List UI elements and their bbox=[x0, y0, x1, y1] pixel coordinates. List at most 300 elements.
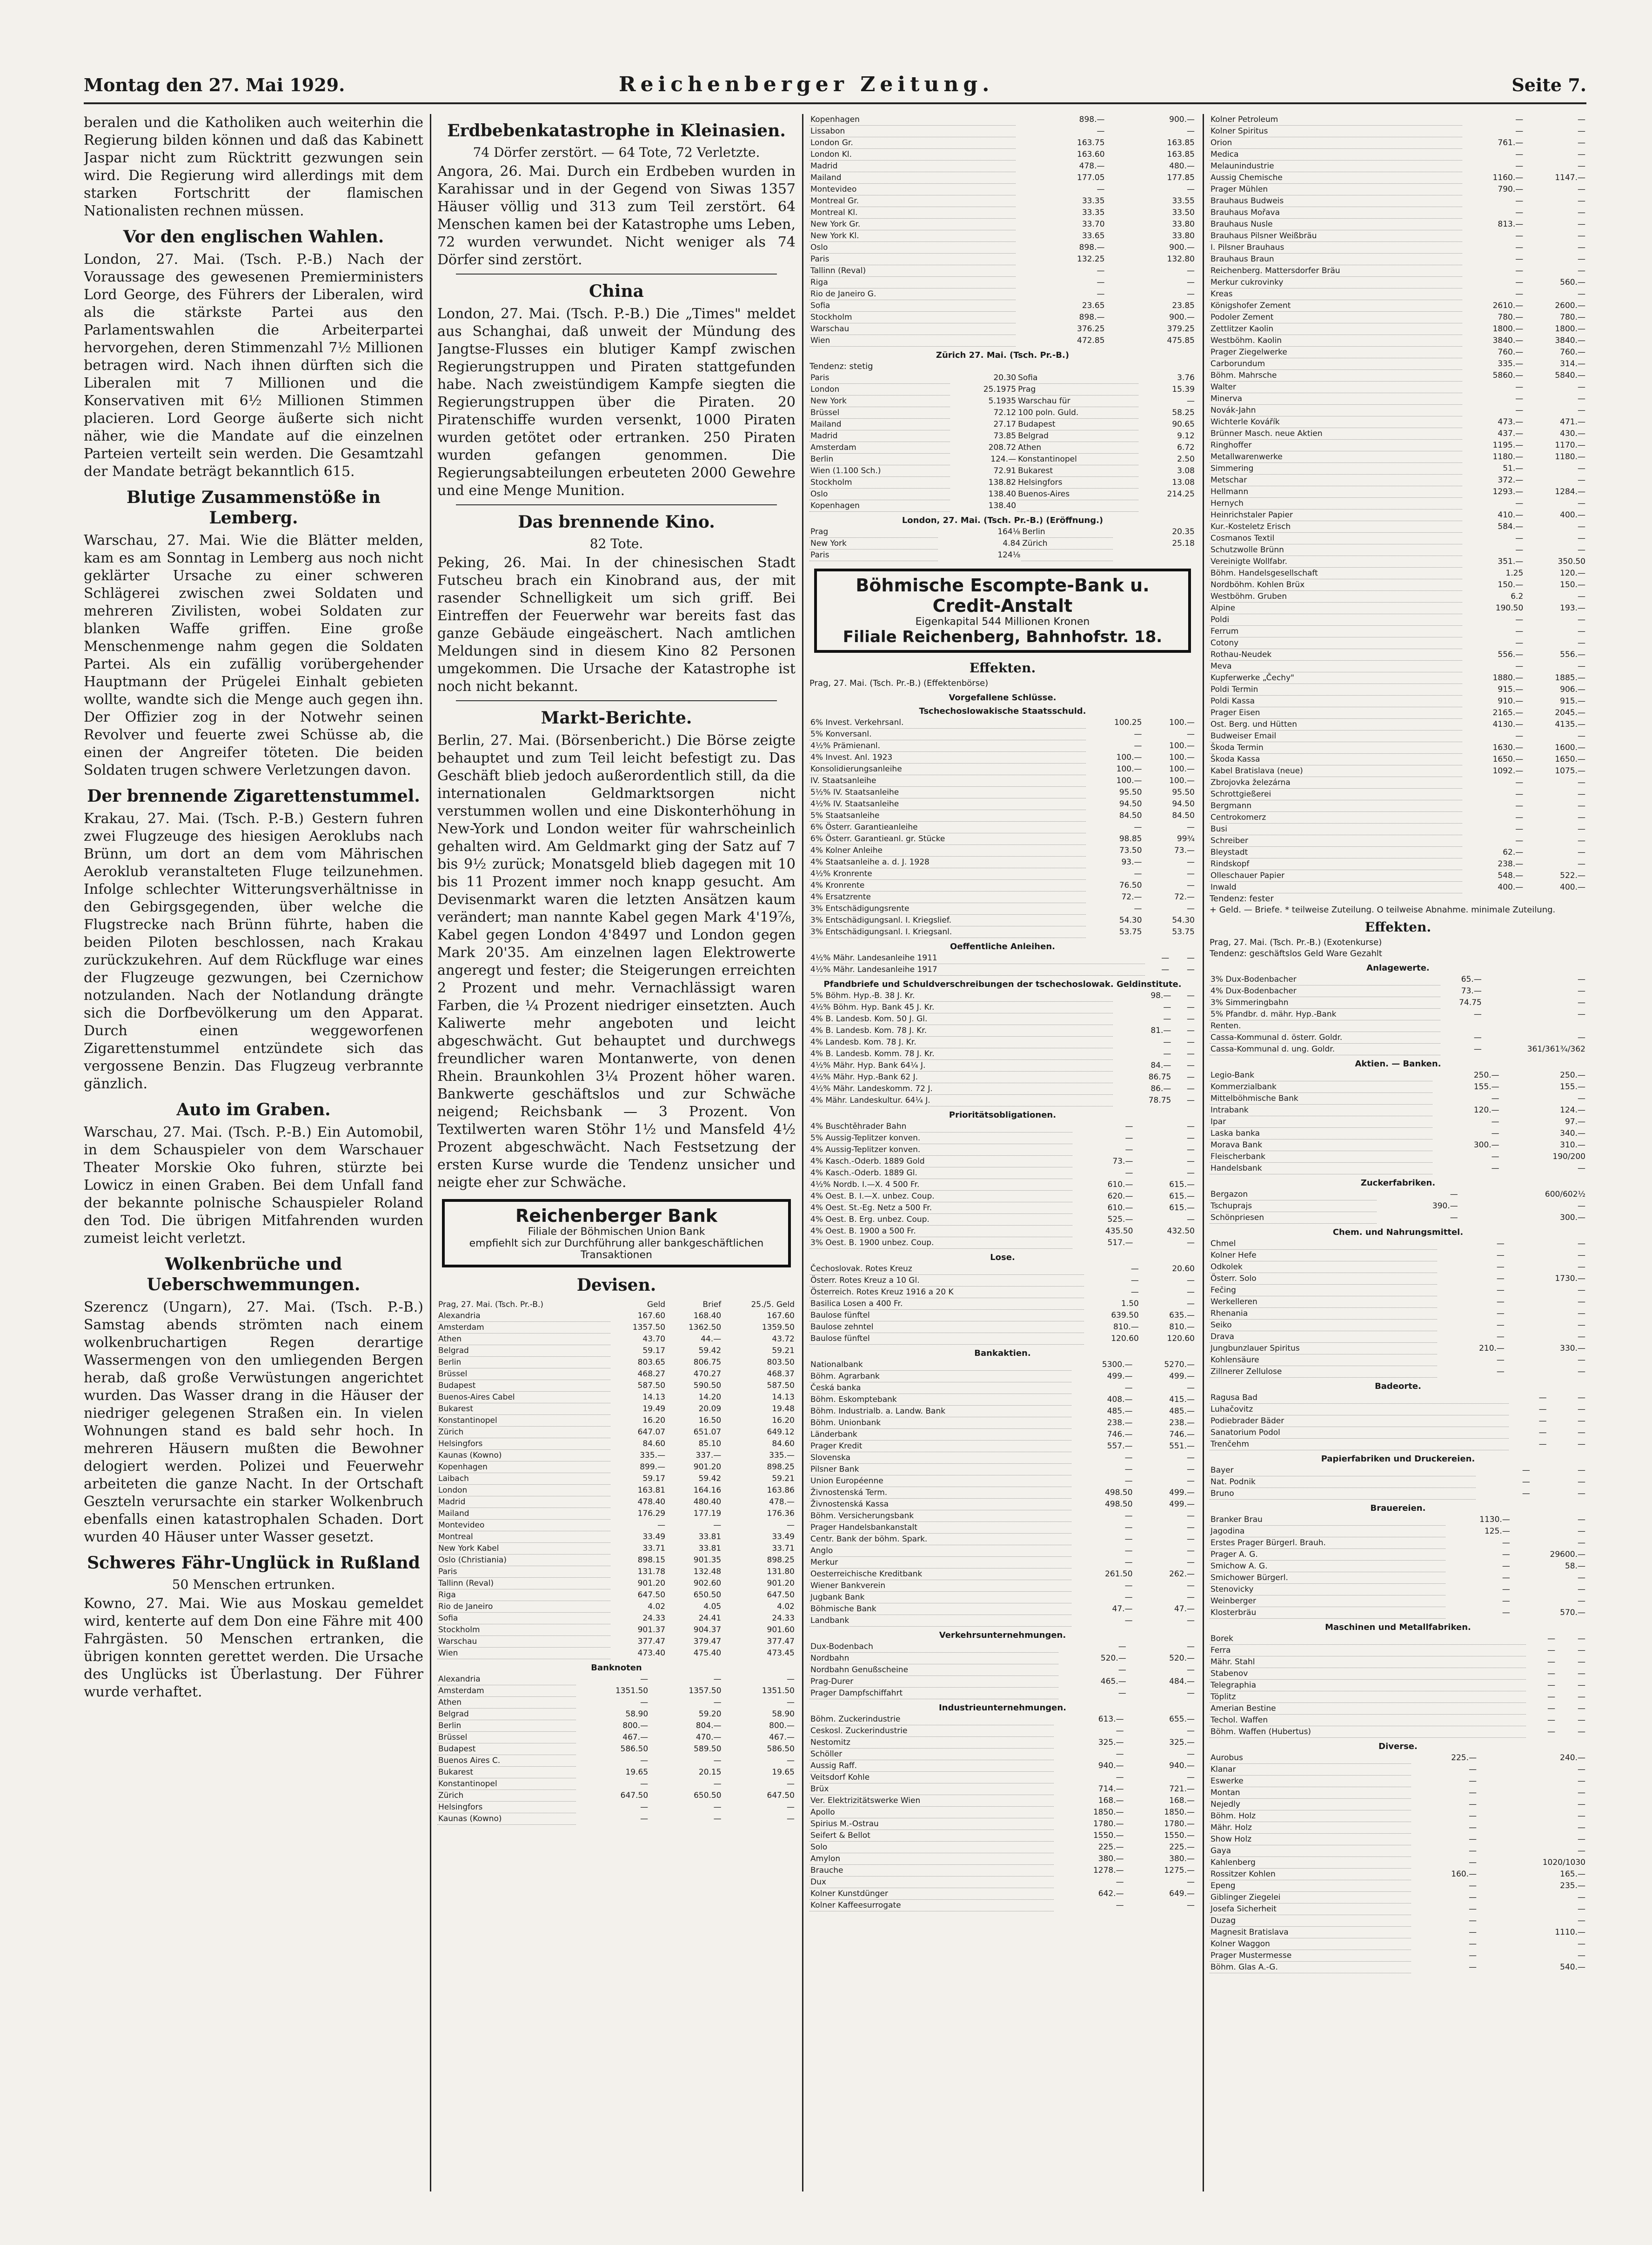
verkehr-table bbox=[809, 1641, 1196, 1699]
security-name: Böhm. Mahrsche bbox=[1210, 370, 1462, 382]
table-row bbox=[1210, 777, 1586, 789]
table-row bbox=[809, 1783, 1196, 1795]
table-row bbox=[1210, 533, 1586, 544]
price-cell: — bbox=[1578, 115, 1585, 125]
table-row bbox=[809, 857, 1196, 868]
security-name: Medica bbox=[1210, 149, 1462, 161]
security-name: 5% Pfandbr. d. mähr. Hyp.-Bank bbox=[1210, 1009, 1440, 1020]
headline-auto: Auto im Graben. bbox=[176, 1100, 331, 1119]
table-row bbox=[809, 1876, 1196, 1888]
price-cell: — bbox=[1469, 1776, 1477, 1786]
masch-title: Maschinen und Metallfabriken. bbox=[1325, 1622, 1471, 1632]
price-cell: 1650.— bbox=[1492, 755, 1524, 764]
table-row bbox=[1210, 195, 1586, 207]
security-name: 3% Entschädigungsanl. I. Kriegsanl. bbox=[809, 926, 1086, 938]
table-row bbox=[809, 1406, 1196, 1417]
price-cell: — bbox=[1515, 836, 1524, 845]
security-name: Belgrad bbox=[437, 1709, 576, 1720]
price-cell: 478.40 bbox=[637, 1497, 666, 1507]
table-row bbox=[809, 1568, 1196, 1580]
issue-date: Montag den 27. Mai 1929. bbox=[84, 74, 345, 95]
table-row bbox=[1210, 1726, 1586, 1738]
price-cell: 138.40 bbox=[988, 501, 1017, 510]
price-cell: 335.— bbox=[769, 1451, 795, 1460]
price-cell: 160.— bbox=[1451, 1870, 1477, 1879]
price-cell: — bbox=[1515, 382, 1524, 392]
price-cell: — bbox=[713, 1814, 722, 1823]
security-name: 4% Kasch.-Oderb. 1889 Gold bbox=[809, 1156, 1072, 1167]
table-row bbox=[809, 1310, 1196, 1321]
table-row bbox=[1210, 649, 1586, 661]
table-row bbox=[809, 1615, 1196, 1627]
price-cell: — bbox=[1187, 1122, 1195, 1132]
price-cell: — bbox=[1116, 1773, 1124, 1782]
price-cell: — bbox=[1496, 1274, 1505, 1283]
price-cell: 4.02 bbox=[777, 1602, 795, 1611]
price-cell: 86.75 bbox=[1148, 1072, 1171, 1082]
table-row bbox=[809, 1653, 1196, 1664]
price-cell: 900.— bbox=[1169, 115, 1195, 125]
table-row bbox=[1210, 1465, 1586, 1476]
price-cell: — bbox=[1578, 185, 1585, 194]
security-name: Merkur bbox=[809, 1557, 1071, 1568]
price-cell: 468.37 bbox=[767, 1369, 795, 1379]
security-name: Čechoslovak. Rotes Kreuz bbox=[809, 1263, 1084, 1275]
security-name: Kaunas (Kowno) bbox=[437, 1450, 610, 1461]
price-cell: 478.— bbox=[769, 1497, 795, 1507]
price-cell: — bbox=[1547, 1646, 1556, 1655]
table-row bbox=[1210, 1366, 1586, 1378]
table-row bbox=[809, 1676, 1196, 1688]
article-wolken: Szerencz (Ungarn), 27. Mai. (Tsch. P.-B.) Samstag abends strömten nach einem wolkenbruchartigen Regen derartige Wassermengen von den umliegenden Bergen herab, daß große Verwüstungen angerichtet wurden. Das Wasser drang in die Häuser der niedriger gelegenen Straßen ein. In vielen Wohnungen stand es bald sehr hoch. In mehreren Häusern mußten die Bewohner delogiert werden. Polizei und Feuerwehr arbeiteten die ganze Nacht. In der Ortschaft Geszteln verursachte ein starker Wolkenbruch ebenfalls einen katastrophalen Schaden. Dort wurden 40 Häuser unter Wasser gesetzt. bbox=[84, 1299, 423, 1545]
price-cell: — bbox=[1187, 1145, 1195, 1154]
security-name: Böhm. Glas A.-G. bbox=[1210, 1962, 1411, 1973]
security-name: Nordbahn bbox=[809, 1653, 1058, 1664]
price-cell: — bbox=[1578, 1262, 1585, 1272]
security-name: Königshofer Zement bbox=[1210, 300, 1462, 312]
price-cell: 51.— bbox=[1503, 464, 1524, 473]
price-cell: Buenos-Aires bbox=[1017, 489, 1138, 500]
table-row bbox=[437, 1802, 796, 1813]
price-cell: 72.12 bbox=[993, 408, 1017, 417]
price-cell: — bbox=[1578, 1332, 1585, 1341]
security-name: Wiener Bankverein bbox=[809, 1580, 1071, 1592]
price-cell: 615.— bbox=[1169, 1203, 1195, 1213]
price-cell: — bbox=[1578, 1634, 1585, 1644]
price-cell: — bbox=[713, 1675, 722, 1684]
page-number: Seite 7. bbox=[1512, 74, 1586, 95]
table-row bbox=[437, 1613, 796, 1624]
price-cell: — bbox=[1578, 824, 1585, 834]
price-cell: — bbox=[1515, 406, 1524, 415]
security-name: Prager Kredit bbox=[809, 1441, 1071, 1452]
security-name: Böhm. Holz bbox=[1210, 1810, 1411, 1822]
price-cell: — bbox=[1578, 243, 1585, 252]
security-name: Melaunindustrie bbox=[1210, 161, 1462, 172]
price-cell: — bbox=[1578, 859, 1585, 869]
price-cell: 165.— bbox=[1560, 1870, 1585, 1879]
price-cell: 470.27 bbox=[693, 1369, 722, 1379]
security-name: Wien bbox=[437, 1648, 610, 1659]
price-cell: 240.— bbox=[1560, 1753, 1585, 1763]
security-name: Mittelböhmische Bank bbox=[1210, 1093, 1432, 1105]
price-cell: 168.— bbox=[1098, 1796, 1124, 1805]
price-cell: 14.13 bbox=[772, 1393, 795, 1402]
price-cell: 100.— bbox=[1116, 776, 1142, 785]
security-name: Busi bbox=[1210, 824, 1462, 835]
table-row bbox=[809, 1475, 1196, 1487]
price-cell: 314.— bbox=[1560, 359, 1585, 369]
price-cell: 1.50 bbox=[1121, 1299, 1139, 1308]
price-cell: — bbox=[1578, 1538, 1585, 1548]
price-cell: — bbox=[1496, 1367, 1505, 1376]
price-cell: — bbox=[1547, 1727, 1556, 1736]
price-cell: — bbox=[1515, 627, 1524, 636]
price-cell: 73.— bbox=[1112, 1157, 1133, 1166]
price-cell: 647.50 bbox=[620, 1791, 649, 1800]
table-row bbox=[1210, 1927, 1586, 1938]
security-name: Kolner Kaffeesurrogate bbox=[809, 1900, 1054, 1911]
table-row bbox=[1210, 451, 1586, 463]
price-cell: 238.— bbox=[1498, 859, 1524, 869]
security-name: Hernych bbox=[1210, 498, 1462, 509]
bade-title: Badeorte. bbox=[1375, 1381, 1421, 1391]
security-name: 4½% Mähr. Hyp. Bank 64¼ J. bbox=[809, 1060, 1113, 1072]
security-name: Montan bbox=[1210, 1787, 1411, 1799]
price-cell: — bbox=[1578, 1657, 1585, 1667]
price-cell: — bbox=[1578, 1320, 1585, 1330]
price-cell: 58.90 bbox=[625, 1709, 649, 1719]
price-cell: — bbox=[1187, 1026, 1195, 1035]
table-row bbox=[1210, 568, 1586, 579]
security-name: Bergazon bbox=[1210, 1189, 1377, 1200]
price-cell: — bbox=[1502, 1596, 1510, 1606]
price-cell: 898.— bbox=[1079, 243, 1105, 252]
price-cell: 1278.— bbox=[1093, 1866, 1124, 1875]
price-cell: — bbox=[1578, 1823, 1585, 1832]
price-cell: 1357.50 bbox=[689, 1686, 722, 1695]
table-row bbox=[1210, 335, 1586, 347]
price-cell: 65.— bbox=[1461, 975, 1482, 985]
security-name: 4½% Mähr. Hyp.-Bank 62 J. bbox=[809, 1072, 1113, 1083]
security-name: Renten. bbox=[1210, 1020, 1440, 1032]
security-name: 6% Österr. Garantieanl. gr. Stücke bbox=[809, 833, 1086, 845]
price-cell: — bbox=[787, 1814, 795, 1823]
price-cell: 499.— bbox=[1169, 1372, 1195, 1381]
security-name: Konsolidierungsanleihe bbox=[809, 764, 1086, 775]
article-markt: Berlin, 27. Mai. (Börsenbericht.) Die Börse zeigte behauptet und zum Teil leicht befestigt zu. Das Geschäft blieb jedoch außerordentlich still, da die internationalen Geldmarktsorgen nicht verstummen wollen und eine Diskonterhöhung in New-York und London weiter für wahrscheinlich gehalten wird. Am Geldmarkt ging der Satz auf 7 bis 9½ zurück; Monatsgeld blieb dagegen mit 10 bis 11 Prozent immer noch knapp gesucht. Am Devisenmarkt waren die letzten Ansätzen kaum verändert; man nannte Kabel gegen Mark 4'19⅞, Kabel gegen London 4'8497 und London gegen Mark 20'35. Am einzelnen lagen Elektrowerte angeregt und fester; die Steigerungen erreichten 2 Prozent und mehr. Vernachlässigt waren Farben, die ¼ Prozent niedriger einsetzten. Auch Kaliwerte mehr angeboten und leicht abgeschwächt. Gut behauptet und durchwegs freundlicher waren Montanwerte, von denen Rhein. Braunkohlen 3¼ Prozent höher waren. Bankwerte geschäftslos und zur Schwäche neigend; Reichsbank — 3 Prozent. Von Textilwerten waren Stöhr 1½ und Mansfeld 4½ Prozent abgeschwächt. Nach Festsetzung der ersten Kurse wurde die Tendenz unsicher und neigte eher zur Schwäche. bbox=[437, 732, 796, 1191]
price-cell: — bbox=[1469, 1765, 1477, 1774]
price-cell: — bbox=[1187, 1133, 1195, 1143]
price-cell: 435.50 bbox=[1105, 1226, 1133, 1236]
effekten-cols: Tendenz: geschäftslos Geld Ware Gezahlt bbox=[1210, 949, 1382, 958]
price-cell: — bbox=[1578, 638, 1585, 648]
table-row bbox=[437, 1403, 796, 1415]
price-cell: 377.47 bbox=[637, 1637, 666, 1646]
table-row bbox=[1210, 1915, 1586, 1927]
table-row bbox=[1210, 370, 1586, 382]
price-cell: 124.— bbox=[1560, 1106, 1585, 1115]
headline-wolken: Wolkenbrüche und Ueberschwemmungen. bbox=[147, 1254, 361, 1294]
price-cell: — bbox=[1547, 1634, 1556, 1644]
price-cell: 100.— bbox=[1169, 718, 1195, 728]
price-cell: — bbox=[1538, 1428, 1547, 1437]
price-cell: — bbox=[1134, 869, 1142, 878]
price-cell: — bbox=[1134, 730, 1142, 739]
price-cell: 499.— bbox=[1169, 1500, 1195, 1509]
price-cell: 163.75 bbox=[1077, 138, 1105, 147]
security-name: Amerian Bestine bbox=[1210, 1703, 1526, 1715]
price-cell: 100.— bbox=[1116, 764, 1142, 774]
pfand-title: Pfandbriefe und Schuldverschreibungen der tschechoslowak. Geldinstitute. bbox=[823, 979, 1182, 989]
price-cell: 54.30 bbox=[1119, 916, 1142, 925]
table-row bbox=[1210, 1645, 1586, 1656]
price-cell: 714.— bbox=[1098, 1784, 1124, 1794]
table-row bbox=[1210, 312, 1586, 323]
table-row bbox=[809, 1664, 1196, 1676]
security-name: Schönpriesen bbox=[1210, 1212, 1377, 1224]
security-name: New York Kl. bbox=[809, 230, 1016, 242]
divider bbox=[456, 274, 777, 275]
anlage-table bbox=[1210, 974, 1586, 1055]
price-cell: 940.— bbox=[1098, 1761, 1124, 1770]
price-cell: — bbox=[1578, 138, 1585, 147]
table-row bbox=[809, 1818, 1196, 1830]
price-cell: 164.16 bbox=[693, 1486, 722, 1495]
price-cell: — bbox=[1097, 266, 1105, 275]
security-name: Mailand bbox=[437, 1508, 610, 1520]
price-cell: 120.— bbox=[1473, 1106, 1499, 1115]
price-cell: — bbox=[1187, 823, 1195, 832]
security-name: Jagodina bbox=[1210, 1526, 1445, 1537]
price-cell: — bbox=[1578, 406, 1585, 415]
advert-reichenberger-bank bbox=[442, 1199, 791, 1267]
price-cell: — bbox=[1496, 1320, 1505, 1330]
security-name: 4% Staatsanleihe a. d. J. 1928 bbox=[809, 857, 1086, 868]
subheadline-faehre: 50 Menschen ertrunken. bbox=[172, 1577, 335, 1592]
security-name: Reichenberg. Mattersdorfer Bräu bbox=[1210, 265, 1462, 277]
price-cell: Warschau für bbox=[1017, 395, 1138, 407]
security-name: Laibach bbox=[437, 1473, 610, 1485]
price-cell: 58.90 bbox=[772, 1709, 795, 1719]
column-header: Geld bbox=[647, 1300, 666, 1309]
headline-lemberg: Blutige Zusammenstöße in Lemberg. bbox=[126, 488, 381, 528]
price-cell: 124.— bbox=[990, 455, 1017, 464]
price-cell: — bbox=[1469, 1963, 1477, 1972]
price-cell: — bbox=[1578, 464, 1585, 473]
price-cell: 1880.— bbox=[1492, 673, 1524, 683]
price-cell: 655.— bbox=[1169, 1715, 1195, 1724]
price-cell: — bbox=[1578, 1811, 1585, 1821]
article-continuation: beralen und die Katholiken auch weiterhin die Regierung bilden können und daß das Kabinett Jaspar nicht zum Rücktritt gezwungen sein wird. Die Regierung wird allerdings mit dem starken Fortschritt der flamischen Nationalisten rechnen müssen. bbox=[84, 114, 423, 219]
security-name: Mähr. Stahl bbox=[1210, 1656, 1526, 1668]
price-cell: — bbox=[1187, 1642, 1195, 1652]
security-name: Handelsbank bbox=[1210, 1163, 1432, 1174]
price-cell: — bbox=[1515, 824, 1524, 834]
security-name: Madrid bbox=[437, 1496, 610, 1508]
table-row bbox=[437, 1357, 796, 1368]
security-name: Sanatorium Podol bbox=[1210, 1427, 1509, 1439]
security-name: Živnostenská Term. bbox=[809, 1487, 1071, 1499]
price-cell: — bbox=[1450, 1213, 1458, 1222]
table-row bbox=[1210, 1404, 1586, 1415]
price-cell: 74.75 bbox=[1459, 998, 1482, 1007]
price-cell: 100.— bbox=[1169, 776, 1195, 785]
security-name: Nordbahn Genußscheine bbox=[809, 1664, 1058, 1676]
price-cell: — bbox=[1578, 476, 1585, 485]
security-name: Böhm. Agrarbank bbox=[809, 1371, 1071, 1382]
table-row bbox=[809, 265, 1196, 277]
price-cell: 1284.— bbox=[1555, 487, 1585, 496]
table-row bbox=[437, 1485, 796, 1496]
price-cell: 473.— bbox=[1498, 417, 1524, 427]
security-name: Josefa Sicherheit bbox=[1210, 1903, 1411, 1915]
price-cell: 14.13 bbox=[642, 1393, 666, 1402]
tendenz-line: Tendenz: fester bbox=[1210, 894, 1274, 904]
price-cell: 132.48 bbox=[693, 1567, 722, 1576]
price-cell: Zürich bbox=[1021, 538, 1113, 550]
price-cell: 1170.— bbox=[1555, 441, 1585, 450]
security-name: Jugbank Bank bbox=[809, 1592, 1071, 1603]
price-cell: — bbox=[1578, 1201, 1585, 1211]
security-name: Zbrojovka železárna bbox=[1210, 777, 1462, 789]
table-row bbox=[809, 833, 1196, 845]
article-erdbeben: Angora, 26. Mai. Durch ein Erdbeben wurden in Karahissar und in der Gegend von Siwas 1357 Häuser völlig und 313 zum Teil zerstört. 64 Menschen kamen bei der Katastrophe ums Leben, 72 wurden verwundet. Nicht weniger als 74 Dörfer sind zerstört. bbox=[437, 163, 796, 268]
table-row bbox=[809, 489, 1196, 500]
price-cell: 325.— bbox=[1169, 1738, 1195, 1747]
price-cell: Budapest bbox=[1017, 419, 1138, 430]
price-cell: — bbox=[1161, 965, 1170, 974]
headline-faehre: Schweres Fähr-Unglück in Rußland bbox=[87, 1553, 420, 1573]
table-row bbox=[809, 277, 1196, 288]
price-cell: — bbox=[1187, 730, 1195, 739]
table-row bbox=[1210, 172, 1586, 184]
table-row bbox=[809, 1167, 1196, 1179]
price-cell: — bbox=[1118, 1689, 1126, 1698]
price-cell: — bbox=[713, 1521, 722, 1530]
table-row bbox=[1210, 1668, 1586, 1680]
security-name: Intrabank bbox=[1210, 1105, 1432, 1116]
price-cell: 132.80 bbox=[1167, 255, 1195, 264]
price-cell: 6.2 bbox=[1511, 592, 1524, 601]
price-cell: — bbox=[1187, 1877, 1195, 1887]
price-cell: 59.42 bbox=[698, 1474, 722, 1483]
price-cell: — bbox=[1124, 1535, 1133, 1544]
price-cell: 400.— bbox=[1560, 510, 1585, 520]
security-name: Bruno bbox=[1210, 1488, 1476, 1500]
table-row bbox=[1210, 323, 1586, 335]
table-row bbox=[809, 1714, 1196, 1725]
price-cell: 651.07 bbox=[693, 1427, 722, 1437]
table-row bbox=[1210, 1427, 1586, 1439]
security-name: Cotony bbox=[1210, 637, 1462, 649]
table-row bbox=[437, 1743, 796, 1755]
price-cell: 2600.— bbox=[1555, 301, 1585, 310]
price-cell: 556.— bbox=[1498, 650, 1524, 659]
price-cell: — bbox=[1473, 1033, 1482, 1042]
price-cell: — bbox=[1515, 394, 1524, 403]
security-name: Stockholm bbox=[809, 477, 950, 489]
price-cell: — bbox=[1187, 1238, 1195, 1247]
price-cell: 167.60 bbox=[637, 1311, 666, 1321]
price-cell: — bbox=[1469, 1951, 1477, 1960]
price-cell: — bbox=[1578, 1669, 1585, 1678]
price-cell: 24.33 bbox=[772, 1614, 795, 1623]
price-cell: — bbox=[1163, 1038, 1171, 1047]
table-row bbox=[1210, 1962, 1586, 1973]
security-name: Madrid bbox=[809, 430, 950, 442]
effekten-sub: Prag, 27. Mai. (Tsch. Pr.-B.) (Effektenbörse) bbox=[809, 678, 989, 688]
security-name: Paris bbox=[809, 550, 938, 561]
price-cell: 3.76 bbox=[1177, 373, 1195, 383]
security-name: 4% Invest. Anl. 1923 bbox=[809, 752, 1086, 764]
price-cell: — bbox=[1163, 1014, 1171, 1024]
security-name: 6% Invest. Verkehrsanl. bbox=[809, 717, 1086, 729]
prio-table bbox=[809, 1121, 1196, 1249]
security-name: Zürich bbox=[437, 1427, 610, 1438]
security-name: Poldi Termin bbox=[1210, 684, 1462, 696]
price-cell: — bbox=[1187, 1511, 1195, 1521]
price-cell: — bbox=[1125, 1133, 1133, 1143]
security-name: Buenos-Aires Cabel bbox=[437, 1392, 610, 1403]
price-cell: 59.21 bbox=[772, 1346, 795, 1355]
price-cell: 470.— bbox=[696, 1733, 722, 1742]
indu-title: Industrieunternehmungen. bbox=[938, 1703, 1067, 1713]
security-name: Böhm. Versicherungsbank bbox=[809, 1510, 1071, 1522]
price-cell: — bbox=[1469, 1835, 1477, 1844]
security-name: 4% Oest. B. I.—X. unbez. Coup. bbox=[809, 1191, 1072, 1202]
security-name: Centrokomerz bbox=[1210, 812, 1462, 824]
price-cell: — bbox=[1578, 1904, 1585, 1914]
price-cell: 901.20 bbox=[637, 1579, 666, 1588]
security-name: Seiko bbox=[1210, 1320, 1437, 1331]
security-name: Slovenska bbox=[809, 1452, 1071, 1464]
price-cell: — bbox=[1496, 1262, 1505, 1272]
chem-table bbox=[1210, 1238, 1586, 1378]
price-cell: 120.60 bbox=[1111, 1334, 1139, 1343]
price-cell: — bbox=[1547, 1716, 1556, 1725]
price-cell: 78.75 bbox=[1148, 1096, 1171, 1105]
table-row bbox=[437, 1368, 796, 1380]
security-name: Kolner Kunstdünger bbox=[809, 1888, 1054, 1900]
security-name: Lissabon bbox=[809, 126, 1016, 137]
security-name: Oesterreichische Kreditbank bbox=[809, 1568, 1071, 1580]
price-cell: — bbox=[640, 1698, 649, 1707]
price-cell: 33.80 bbox=[1172, 220, 1195, 229]
table-row bbox=[809, 1487, 1196, 1499]
security-name: Landbank bbox=[809, 1615, 1071, 1627]
security-name: Show Holz bbox=[1210, 1834, 1411, 1845]
security-name: 5% Aussig-Teplitzer konven. bbox=[809, 1133, 1072, 1144]
table-row bbox=[809, 1156, 1196, 1167]
price-cell: — bbox=[1578, 255, 1585, 264]
price-cell: 379.25 bbox=[1167, 324, 1195, 334]
price-cell: — bbox=[1538, 1416, 1547, 1426]
price-cell: — bbox=[1515, 790, 1524, 799]
price-cell: 810.— bbox=[1113, 1322, 1139, 1332]
price-cell: 23.85 bbox=[1172, 301, 1195, 310]
security-name: Rio de Janeiro G. bbox=[809, 288, 1016, 300]
advert-subtitle: Eigenkapital 544 Millionen Kronen bbox=[915, 616, 1090, 628]
security-name: Böhmische Bank bbox=[809, 1603, 1071, 1615]
table-row bbox=[1210, 1116, 1586, 1128]
price-cell: 900.— bbox=[1169, 243, 1195, 252]
security-name: Prager Dampfschiffahrt bbox=[809, 1688, 1058, 1699]
price-cell: 125.— bbox=[1484, 1527, 1510, 1536]
security-name: Brüx bbox=[809, 1783, 1054, 1795]
price-cell: — bbox=[1578, 1596, 1585, 1606]
price-cell: — bbox=[1578, 522, 1585, 531]
